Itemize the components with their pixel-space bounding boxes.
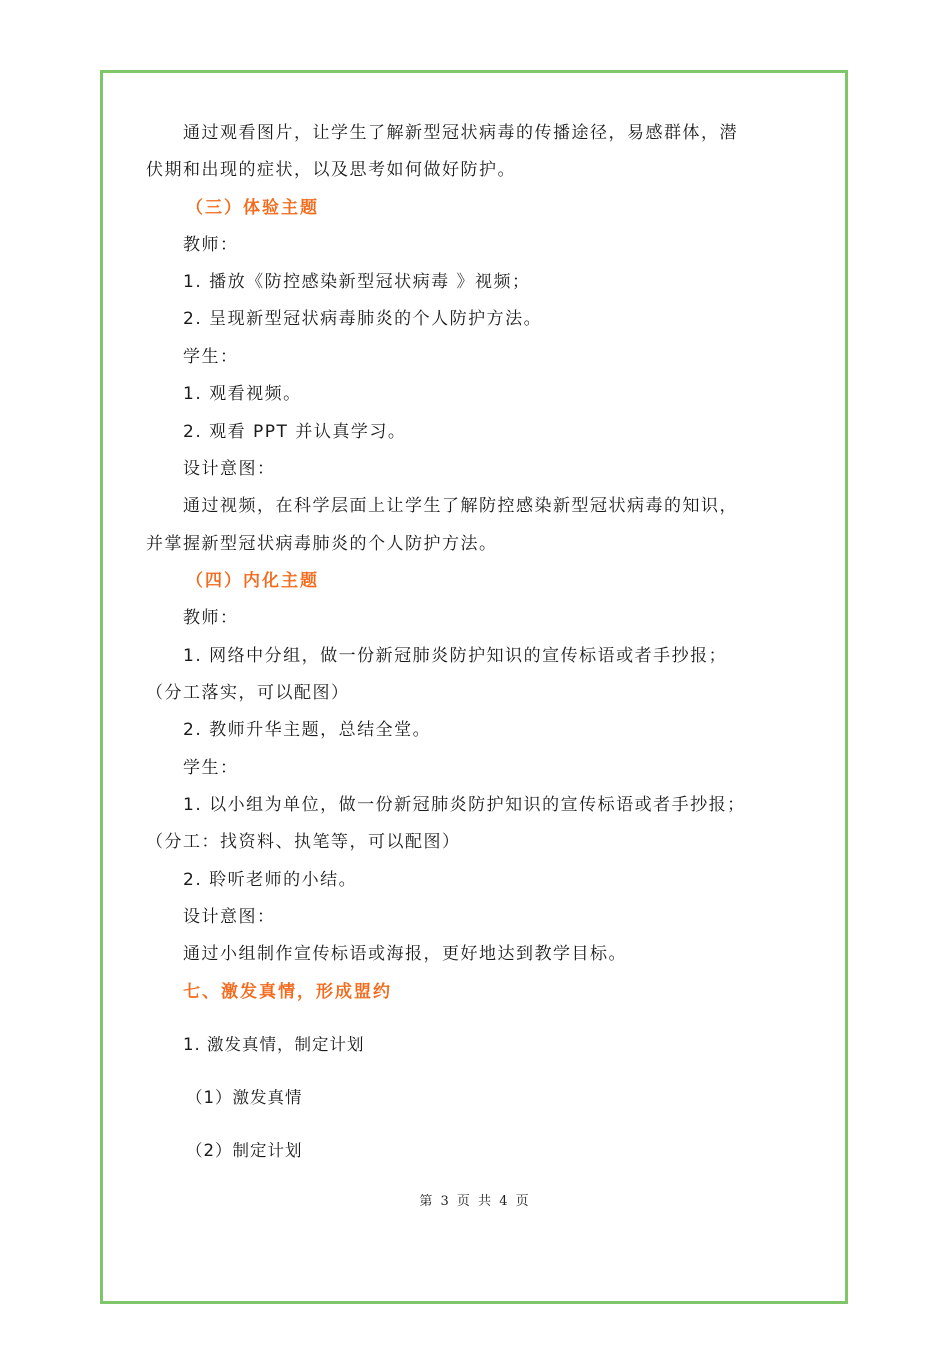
list-item: 1. 激发真情，制定计划 [183,1035,365,1054]
student-label: 学生： [183,347,239,367]
teacher-label: 教师： [183,235,239,255]
list-item: 1. 以小组为单位，做一份新冠肺炎防护知识的宣传标语或者手抄报； [183,795,746,815]
teacher-label: 教师： [183,608,239,628]
paragraph-line: （分工落实，可以配图） [146,683,350,703]
list-item: 2. 聆听老师的小结。 [183,870,358,890]
list-item: 1. 播放《防控感染新型冠状病毒 》视频； [183,272,531,292]
paragraph-line: 并掌握新型冠状病毒肺炎的个人防护方法。 [146,534,498,554]
paragraph-line: 通过视频，在科学层面上让学生了解防控感染新型冠状病毒的知识， [183,496,738,516]
list-item: 1. 观看视频。 [183,384,302,404]
paragraph-line: 伏期和出现的症状，以及思考如何做好防护。 [146,160,516,180]
paragraph-line: 通过小组制作宣传标语或海报，更好地达到教学目标。 [183,944,627,964]
section-heading-3: （三）体验主题 [186,198,319,218]
sub-item: （2）制定计划 [186,1141,303,1160]
student-label: 学生： [183,758,239,778]
sub-item: （1）激发真情 [186,1088,303,1107]
chapter-heading-7: 七、激发真情，形成盟约 [183,982,392,1002]
paragraph-line: （分工：找资料、执笔等，可以配图） [146,832,461,852]
design-intent-label: 设计意图： [183,459,276,479]
list-item: 2. 观看 PPT 并认真学习。 [183,422,407,442]
page-number-footer: 第 3 页 共 4 页 [419,1194,531,1209]
section-heading-4: （四）内化主题 [186,571,319,591]
paragraph-line: 通过观看图片，让学生了解新型冠状病毒的传播途径，易感群体，潜 [183,123,738,143]
list-item: 1. 网络中分组，做一份新冠肺炎防护知识的宣传标语或者手抄报； [183,646,728,666]
design-intent-label: 设计意图： [183,907,276,927]
list-item: 2. 呈现新型冠状病毒肺炎的个人防护方法。 [183,309,543,329]
list-item: 2. 教师升华主题，总结全堂。 [183,720,432,740]
